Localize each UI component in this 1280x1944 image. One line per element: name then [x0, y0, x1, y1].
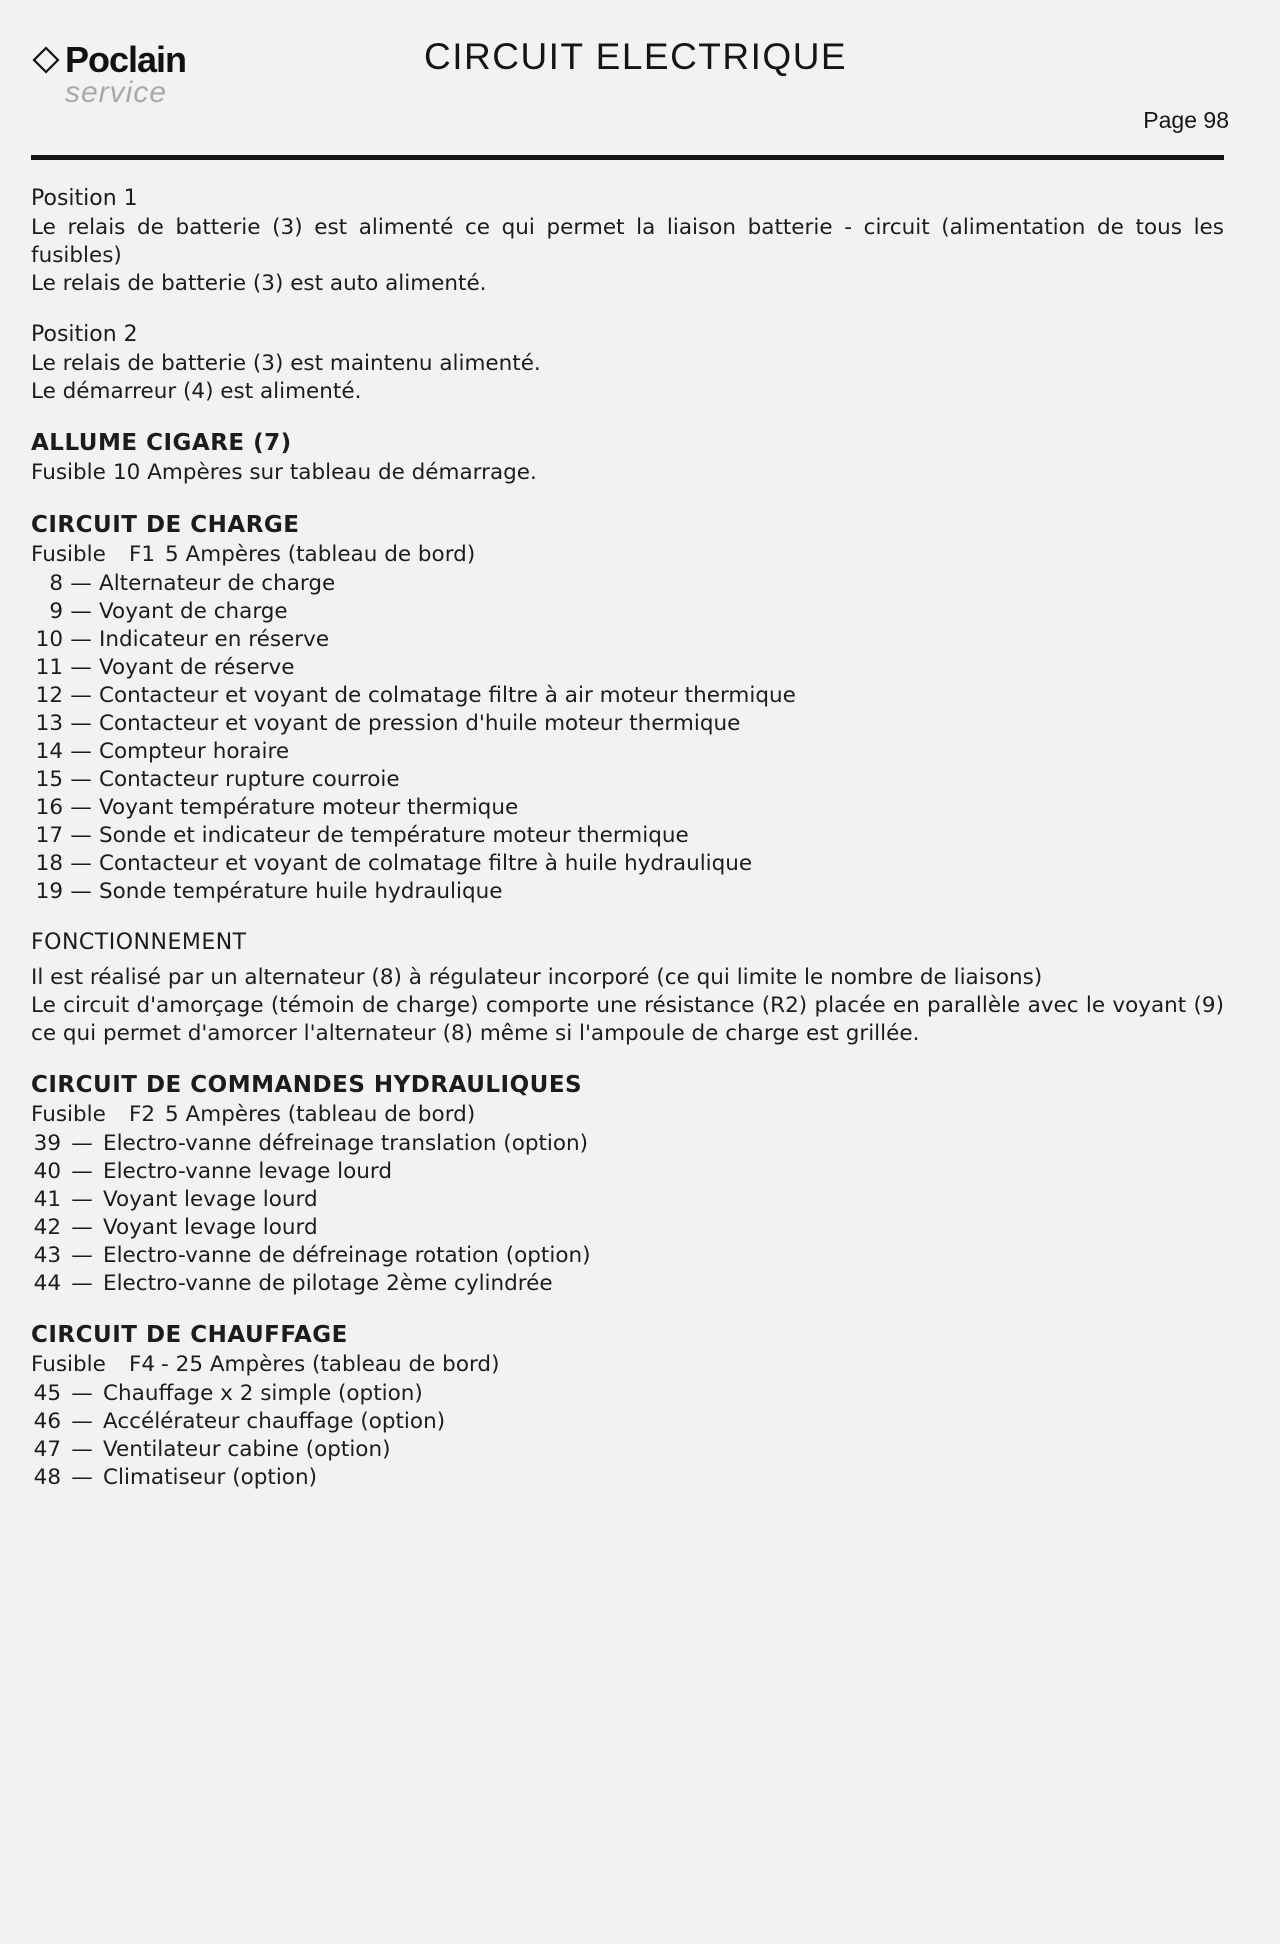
fuse-line — [31, 1350, 1224, 1380]
paragraph: Il est réalisé par un alternateur (8) à régulateur incorporé (ce qui limite le nombre de liaisons) — [31, 965, 1043, 990]
list-item: 12 — Contacteur et voyant de colmatage filtre à air moteur thermique — [35, 683, 796, 708]
section-heading: ALLUME CIGARE (7) — [31, 430, 292, 456]
paragraph: Le circuit d'amorçage (témoin de charge) comporte une résistance (R2) placée en parallèle avec le voyant (9) ce qui permet d'amorcer l'alternateur (8) même si l'ampoule de charge est grillée. — [31, 993, 1224, 1046]
section-fonctionnement — [31, 928, 1224, 1048]
header-divider — [31, 155, 1224, 160]
section-position-1 — [31, 184, 1224, 298]
list-item: 48 — Climatiseur (option) — [33, 1465, 317, 1490]
fuse-line — [31, 458, 1224, 488]
list-item: 40 — Electro-vanne levage lourd — [33, 1159, 393, 1184]
section-position-2 — [31, 320, 1224, 406]
fuse-text: 5 Ampères (tableau de bord) — [165, 1102, 476, 1127]
fuse-code: F4 — [129, 1352, 156, 1377]
list-item: 8 — Alternateur de charge — [49, 571, 336, 596]
section-heading: FONCTIONNEMENT — [31, 930, 247, 955]
page-title: CIRCUIT ELECTRIQUE — [424, 36, 848, 77]
list-item: 46 — Accélérateur chauffage (option) — [33, 1409, 446, 1434]
list-item: 10 — Indicateur en réserve — [35, 627, 330, 652]
list-item: 41 — Voyant levage lourd — [33, 1187, 318, 1212]
fuse-text: - 25 Ampères (tableau de bord) — [161, 1352, 500, 1377]
list-item: 39 — Electro-vanne défreinage translation (option) — [33, 1131, 589, 1156]
component-list — [31, 570, 1224, 906]
list-item: 47 — Ventilateur cabine (option) — [33, 1437, 391, 1462]
diamond-logo-icon — [31, 45, 61, 75]
paragraph: Le relais de batterie (3) est auto alimenté. — [31, 271, 487, 296]
fuse-text: 10 Ampères sur tableau de démarrage. — [113, 460, 537, 485]
fuse-text: 5 Ampères (tableau de bord) — [165, 542, 476, 567]
list-item: 15 — Contacteur rupture courroie — [35, 767, 400, 792]
section-heading: Position 2 — [31, 322, 138, 347]
list-item: 14 — Compteur horaire — [35, 739, 290, 764]
fuse-label: Fusible — [31, 1352, 106, 1377]
fuse-label: Fusible — [31, 1102, 106, 1127]
section-circuit-commandes-hydrauliques — [31, 1070, 1224, 1298]
fuse-label: Fusible — [31, 542, 106, 567]
list-item: 17 — Sonde et indicateur de température moteur thermique — [35, 823, 689, 848]
list-item: 18 — Contacteur et voyant de colmatage filtre à huile hydraulique — [35, 851, 753, 876]
paragraph: Le démarreur (4) est alimenté. — [31, 379, 362, 404]
section-heading: CIRCUIT DE CHAUFFAGE — [31, 1322, 348, 1348]
list-item: 45 — Chauffage x 2 simple (option) — [33, 1381, 423, 1406]
list-item: 43 — Electro-vanne de défreinage rotation (option) — [33, 1243, 591, 1268]
list-item: 44 — Electro-vanne de pilotage 2ème cylindrée — [33, 1271, 553, 1296]
section-heading: Position 1 — [31, 186, 138, 211]
brand-subtitle: service — [65, 76, 168, 109]
list-item: 11 — Voyant de réserve — [35, 655, 295, 680]
paragraph: Le relais de batterie (3) est maintenu alimenté. — [31, 351, 541, 376]
brand-name: Poclain — [65, 39, 187, 80]
fuse-code: F2 — [129, 1102, 156, 1127]
list-item: 16 — Voyant température moteur thermique — [35, 795, 519, 820]
poclain-logo — [31, 39, 187, 110]
component-list — [31, 1380, 1224, 1492]
component-list — [31, 1130, 1224, 1298]
document-body — [31, 184, 1224, 1492]
section-allume-cigare — [31, 428, 1224, 488]
fuse-line — [31, 1100, 1224, 1130]
section-circuit-de-chauffage — [31, 1320, 1224, 1492]
list-item: 19 — Sonde température huile hydraulique — [35, 879, 503, 904]
fuse-line — [31, 540, 1224, 570]
list-item: 9 — Voyant de charge — [49, 599, 288, 624]
paragraph: Le relais de batterie (3) est alimenté ce qui permet la liaison batterie - circuit (alimentation de tous les fusibles) — [31, 215, 1224, 268]
section-heading: CIRCUIT DE COMMANDES HYDRAULIQUES — [31, 1072, 583, 1098]
section-circuit-de-charge — [31, 510, 1224, 906]
fuse-code: F1 — [129, 542, 156, 567]
section-heading: CIRCUIT DE CHARGE — [31, 512, 300, 538]
list-item: 42 — Voyant levage lourd — [33, 1215, 318, 1240]
page-number: Page 98 — [1143, 107, 1229, 133]
list-item: 13 — Contacteur et voyant de pression d'huile moteur thermique — [35, 711, 741, 736]
fuse-label: Fusible — [31, 460, 106, 485]
